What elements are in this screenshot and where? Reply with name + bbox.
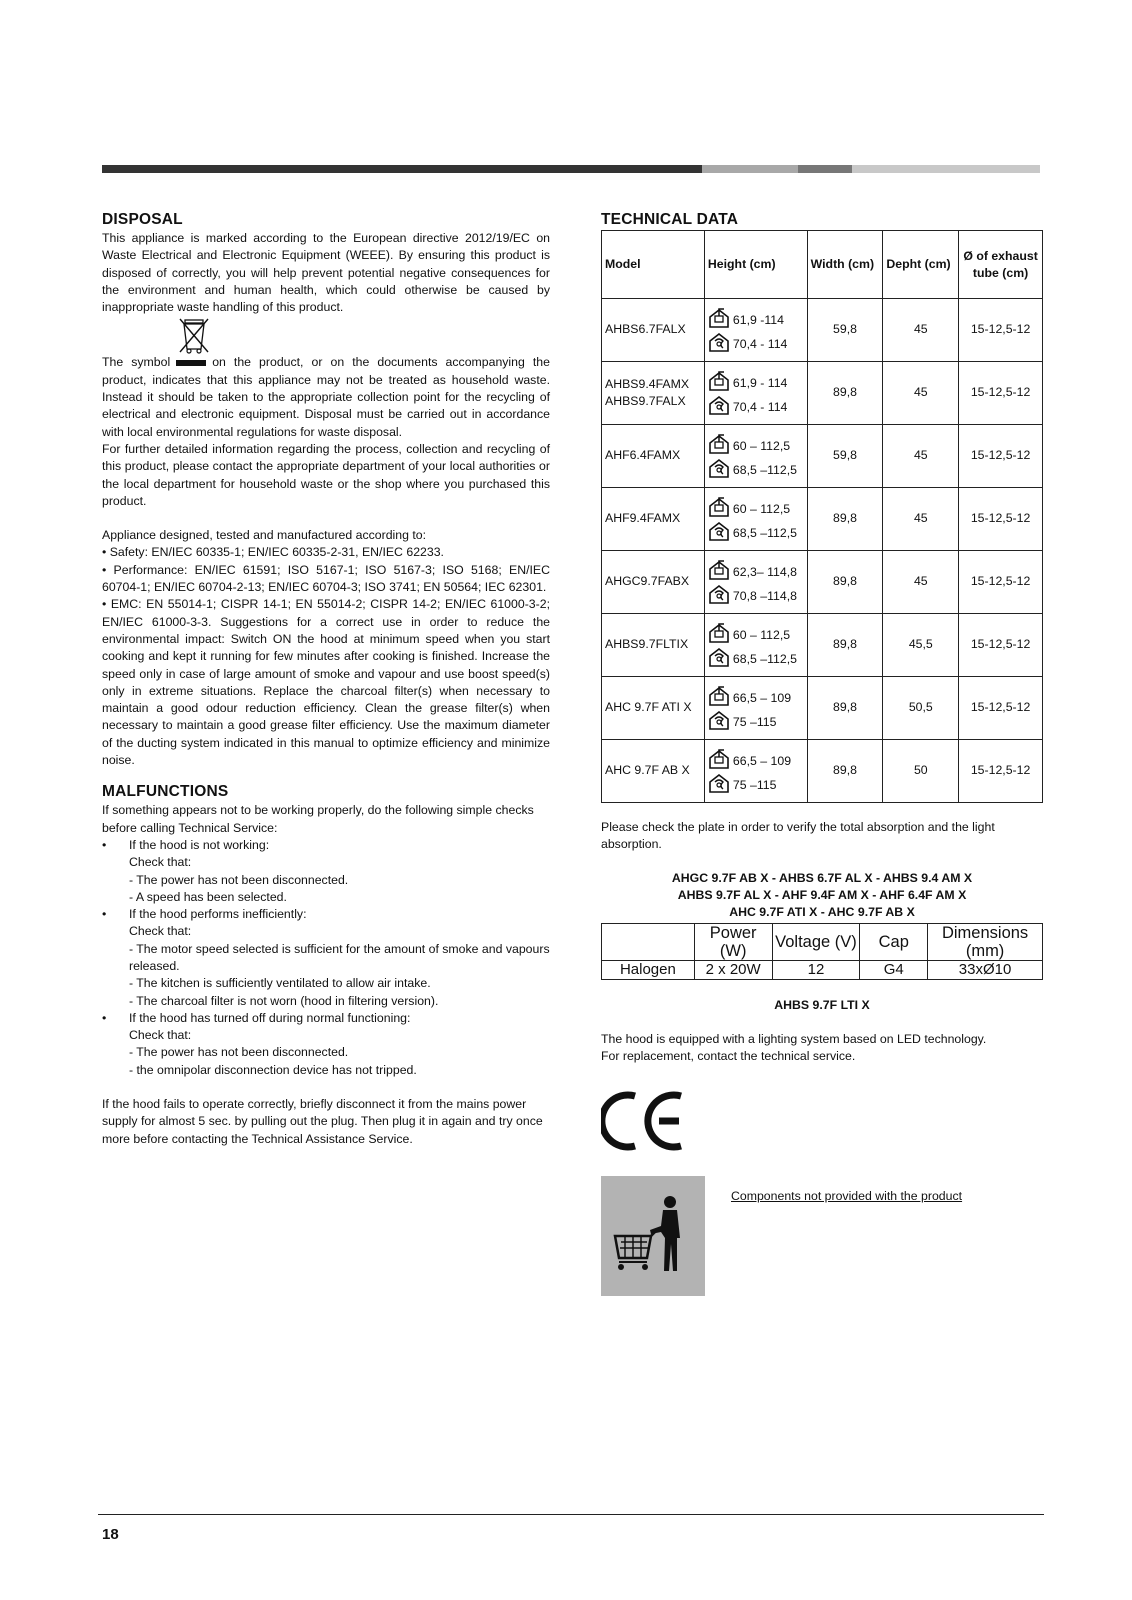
table-row (602, 488, 1043, 551)
disposal-p3: For further detailed information regarding the process, collection and recycling of this product, please contact the appropriate department of your local authorities or the local department for household waste or the shop where you purchased this product. (102, 441, 550, 508)
list-item: • If the hood performs inefficiently: Check that: - The motor speed selected is sufficient for the amount of smoke and vapours released. - The kitchen is sufficiently ventilated to allow air intake. - The charcoal filter is not worn (hood in filtering version). (102, 906, 550, 1010)
filter-mode-icon (708, 458, 730, 478)
table-row (602, 551, 1043, 614)
header-bar-dark (102, 165, 702, 173)
header-bar-mid2 (798, 165, 852, 173)
cell-depth: 45,5 (883, 614, 959, 677)
cell-height: 60 – 112,5 68,5 –112,5 (704, 425, 807, 488)
cell-height: 60 – 112,5 68,5 –112,5 (704, 488, 807, 551)
table-header-row (602, 231, 1043, 299)
malfunctions-final: If the hood fails to operate correctly, briefly disconnect it from the mains power supply for almost 5 sec. by pulling out the plug. Then plug it in again and try once more before contacting the Technical Assistance Service. (102, 1097, 543, 1146)
malfunctions-intro: If something appears not to be working properly, do the following simple checks before calling Technical Service: (102, 803, 534, 835)
extraction-mode-icon (708, 749, 730, 769)
disposal-heading: DISPOSAL (102, 211, 183, 228)
extraction-mode-icon (708, 434, 730, 454)
components-note: Components not provided with the product (731, 1188, 963, 1203)
list-item: • If the hood is not working: Check that: - The power has not been disconnected. - A speed has been selected. (102, 837, 550, 906)
lamp-th-voltage: Voltage (V) (772, 924, 860, 961)
header-bar (102, 165, 1040, 173)
cell-width: 89,8 (807, 740, 883, 803)
extraction-mode-icon (708, 371, 730, 391)
technical-table-body (602, 299, 1043, 803)
table-row (602, 425, 1043, 488)
cell-width: 89,8 (807, 614, 883, 677)
cell-tube: 15-12,5-12 (959, 488, 1043, 551)
cell-width: 59,8 (807, 299, 883, 362)
standards-performance: • Performance: EN/IEC 61591; ISO 5167-1; ISO 5167-3; ISO 5168; EN/IEC 60704-1; EN/IEC 60704-2-13; EN/IEC 60704-3; ISO 3741; EN 50564; IEC 62301. (102, 562, 550, 595)
weee-bin-icon (174, 316, 214, 354)
disposal-p1: This appliance is marked according to the European directive 2012/19/EC on Waste Electrical and Electronic Equipment (WEEE). By ensuring this product is disposed of correctly, you will help prevent potential negative consequences for the environment and human health, which could otherwise be caused by inappropriate waste handling of this product. (102, 231, 550, 315)
table-row (602, 740, 1043, 803)
led-model: AHBS 9.7F LTI X (774, 997, 870, 1012)
lamp-row: Halogen 2 x 20W 12 G4 33xØ10 (602, 961, 1043, 979)
cell-model: AHF6.4FAMX (602, 425, 705, 488)
components-block (601, 1176, 1043, 1296)
cell-height: 62,3– 114,8 70,8 –114,8 (704, 551, 807, 614)
cell-tube: 15-12,5-12 (959, 362, 1043, 425)
th-width: Width (cm) (807, 231, 883, 299)
symbol-text-cont: on the product, or on the documents accompanying the product, indicates that this appliance may not be treated as household waste. Instead it should be taken to the appropriate collection point for the recycling of electrical and electronic equipment. Disposal must be carried out in accordance with local environmental regulations for waste disposal. (102, 355, 550, 439)
cell-width: 59,8 (807, 425, 883, 488)
header-bar-light (852, 165, 1040, 173)
cell-model: AHBS9.4FAMX AHBS9.7FALX (602, 362, 705, 425)
extraction-mode-icon (708, 497, 730, 517)
filter-mode-icon (708, 521, 730, 541)
disposal-p2 (102, 354, 550, 440)
table-row (602, 362, 1043, 425)
led-line-2: For replacement, contact the technical service. (601, 1049, 856, 1064)
cell-width: 89,8 (807, 551, 883, 614)
extraction-mode-icon (708, 560, 730, 580)
table-row (602, 677, 1043, 740)
extraction-mode-icon (708, 623, 730, 643)
left-column (102, 210, 550, 1148)
page-number: 18 (102, 1526, 119, 1543)
lamp-table (601, 923, 1043, 979)
malfunctions-list (102, 837, 550, 1079)
th-tube: Ø of exhaust tube (cm) (959, 231, 1043, 299)
cell-height: 61,9 -114 70,4 - 114 (704, 299, 807, 362)
models-line-3: AHC 9.7F ATI X - AHC 9.7F AB X (729, 905, 915, 920)
th-depth: Depht (cm) (883, 231, 959, 299)
cell-width: 89,8 (807, 362, 883, 425)
filter-mode-icon (708, 773, 730, 793)
cell-width: 89,8 (807, 488, 883, 551)
th-model: Model (602, 231, 705, 299)
malfunctions-heading: MALFUNCTIONS (102, 783, 229, 801)
header-bar-mid (702, 165, 798, 173)
th-height: Height (cm) (704, 231, 807, 299)
cell-model: AHC 9.7F ATI X (602, 677, 705, 740)
cell-depth: 45 (883, 488, 959, 551)
cell-height: 61,9 - 114 70,4 - 114 (704, 362, 807, 425)
lamp-th-cap: Cap (860, 924, 928, 961)
footer-rule (98, 1514, 1044, 1515)
cell-tube: 15-12,5-12 (959, 740, 1043, 803)
cell-depth: 45 (883, 362, 959, 425)
symbol-text: The symbol (102, 355, 171, 370)
lamp-th-power: Power (W) (694, 924, 772, 961)
cell-tube: 15-12,5-12 (959, 614, 1043, 677)
cell-tube: 15-12,5-12 (959, 551, 1043, 614)
cell-height: 66,5 – 109 75 –115 (704, 740, 807, 803)
table-row (602, 299, 1043, 362)
cell-width: 89,8 (807, 677, 883, 740)
cell-model: AHBS6.7FALX (602, 299, 705, 362)
cell-depth: 45 (883, 425, 959, 488)
filter-mode-icon (708, 332, 730, 352)
cell-tube: 15-12,5-12 (959, 425, 1043, 488)
filter-mode-icon (708, 647, 730, 667)
cell-depth: 45 (883, 299, 959, 362)
filter-mode-icon (708, 584, 730, 604)
cell-model: AHGC9.7FABX (602, 551, 705, 614)
table-row (602, 614, 1043, 677)
plate-note: Please check the plate in order to verify the total absorption and the light absorption. (601, 820, 995, 852)
lamp-th-dims: Dimensions (mm) (928, 924, 1043, 961)
standards-emc: • EMC: EN 55014-1; CISPR 14-1; EN 55014-2; CISPR 14-2; EN/IEC 61000-3-2; EN/IEC 61000-3-3. Suggestions for a correct use in order to reduce the environmental impact: Switch ON the hood at minimum speed when you start cooking and kept it running for few minutes after cooking is finished. Increase the speed only in case of large amount of smoke and vapour and use boost speed(s) only in extreme situations. Replace the charcoal filter(s) when necessary to maintain a good odour reduction efficiency. Clean the grease filter(s) when necessary to maintain a good grease filter efficiency. Use the maximum diameter of the ducting system indicated in this manual to optimize efficiency and minimize noise. (102, 597, 550, 768)
standards-intro: Appliance designed, tested and manufactured according to: (102, 528, 427, 543)
technical-heading: TECHNICAL DATA (601, 211, 739, 228)
extraction-mode-icon (708, 686, 730, 706)
technical-table (601, 230, 1043, 803)
cell-height: 60 – 112,5 68,5 –112,5 (704, 614, 807, 677)
cell-model: AHC 9.7F AB X (602, 740, 705, 803)
cell-model: AHBS9.7FLTIX (602, 614, 705, 677)
cell-depth: 45 (883, 551, 959, 614)
lamp-header-row (602, 924, 1043, 961)
cell-height: 66,5 – 109 75 –115 (704, 677, 807, 740)
ce-mark-icon (601, 1086, 691, 1156)
led-line-1: The hood is equipped with a lighting system based on LED technology. (601, 1032, 987, 1047)
shopping-person-icon (601, 1176, 705, 1296)
list-item: • If the hood has turned off during normal functioning: Check that: - The power has not been disconnected. - the omnipolar disconnection device has not tripped. (102, 1010, 550, 1079)
filter-mode-icon (708, 710, 730, 730)
black-bar-symbol (176, 360, 206, 366)
extraction-mode-icon (708, 308, 730, 328)
models-line-1: AHGC 9.7F AB X - AHBS 6.7F AL X - AHBS 9.4 AM X (671, 870, 973, 885)
cell-depth: 50 (883, 740, 959, 803)
standards-safety: • Safety: EN/IEC 60335-1; EN/IEC 60335-2-31, EN/IEC 62233. (102, 545, 444, 560)
cell-tube: 15-12,5-12 (959, 677, 1043, 740)
filter-mode-icon (708, 395, 730, 415)
models-line-2: AHBS 9.7F AL X - AHF 9.4F AM X - AHF 6.4F AM X (677, 887, 967, 902)
cell-depth: 50,5 (883, 677, 959, 740)
right-column (601, 210, 1043, 1296)
cell-model: AHF9.4FAMX (602, 488, 705, 551)
cell-tube: 15-12,5-12 (959, 299, 1043, 362)
